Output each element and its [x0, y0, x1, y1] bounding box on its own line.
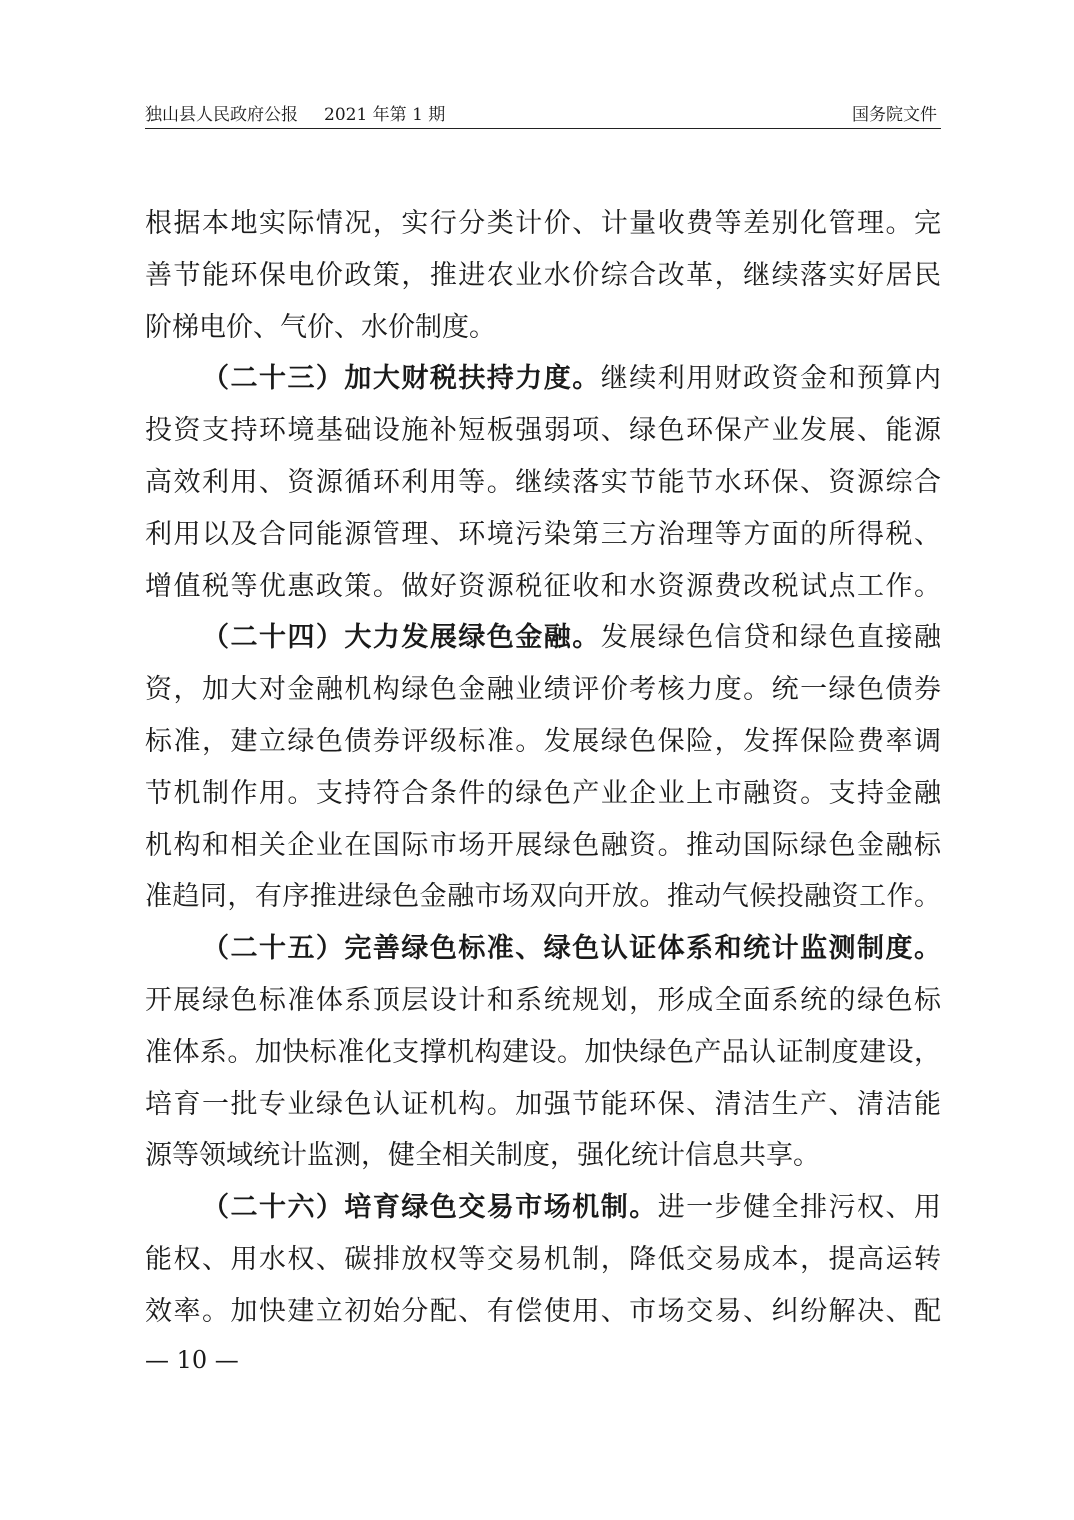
body-text: 进一步健全排污权、用 [657, 1192, 942, 1224]
page-number: — 10 — [145, 1346, 239, 1374]
body-line: 利用以及合同能源管理、环境污染第三方治理等方面的所得税、 [145, 518, 941, 550]
body-line: 开展绿色标准体系顶层设计和系统规划，形成全面系统的绿色标 [145, 984, 941, 1016]
body-line: 投资支持环境基础设施补短板强弱项、绿色环保产业发展、能源 [145, 415, 941, 447]
document-body [145, 198, 941, 1338]
body-line: 资，加大对金融机构绿色金融业绩评价考核力度。统一绿色债券 [145, 674, 941, 706]
body-line: 阶梯电价、气价、水价制度。 [145, 311, 496, 343]
paragraph-first-line [145, 1182, 941, 1234]
section-label: 国务院文件 [852, 105, 937, 125]
body-line: 准趋同，有序推进绿色金融市场双向开放。推动气候投融资工作。 [145, 881, 941, 913]
section-heading: （二十三）加大财税扶持力度。 [202, 363, 601, 395]
body-line: 增值税等优惠政策。做好资源税征收和水资源费改税试点工作。 [145, 570, 941, 602]
section-heading: （二十六）培育绿色交易市场机制。 [202, 1192, 658, 1224]
body-text: 继续利用财政资金和预算内 [600, 363, 942, 395]
header-left [145, 102, 445, 128]
section-heading: （二十四）大力发展绿色金融。 [202, 622, 601, 654]
paragraph-first-line [145, 612, 941, 664]
body-line: 机构和相关企业在国际市场开展绿色融资。推动国际绿色金融标 [145, 829, 941, 861]
body-line: 准体系。加快标准化支撑机构建设。加快绿色产品认证制度建设， [145, 1036, 941, 1068]
body-line: 培育一批专业绿色认证机构。加强节能环保、清洁生产、清洁能 [145, 1088, 941, 1120]
page-header [145, 102, 941, 129]
section-heading: （二十五）完善绿色标准、绿色认证体系和统计监测制度。 [202, 933, 941, 965]
body-line: 源等领域统计监测，健全相关制度，强化统计信息共享。 [145, 1140, 820, 1172]
body-line: 标准，建立绿色债券评级标准。发展绿色保险，发挥保险费率调 [145, 725, 941, 757]
paragraph-first-line [145, 923, 941, 975]
body-line: 高效利用、资源循环利用等。继续落实节能节水环保、资源综合 [145, 466, 941, 498]
publication-name: 独山县人民政府公报 [145, 105, 298, 125]
body-text: 发展绿色信贷和绿色直接融 [600, 622, 942, 654]
body-line: 善节能环保电价政策，推进农业水价综合改革，继续落实好居民 [145, 259, 941, 291]
issue-label: 2021 年第 1 期 [324, 105, 446, 125]
body-line: 根据本地实际情况，实行分类计价、计量收费等差别化管理。完 [145, 208, 941, 239]
body-line: 效率。加快建立初始分配、有偿使用、市场交易、纠纷解决、配 [145, 1295, 941, 1327]
paragraph-first-line [145, 353, 941, 405]
body-line: 节机制作用。支持符合条件的绿色产业企业上市融资。支持金融 [145, 777, 941, 809]
body-line: 能权、用水权、碳排放权等交易机制，降低交易成本，提高运转 [145, 1243, 941, 1275]
